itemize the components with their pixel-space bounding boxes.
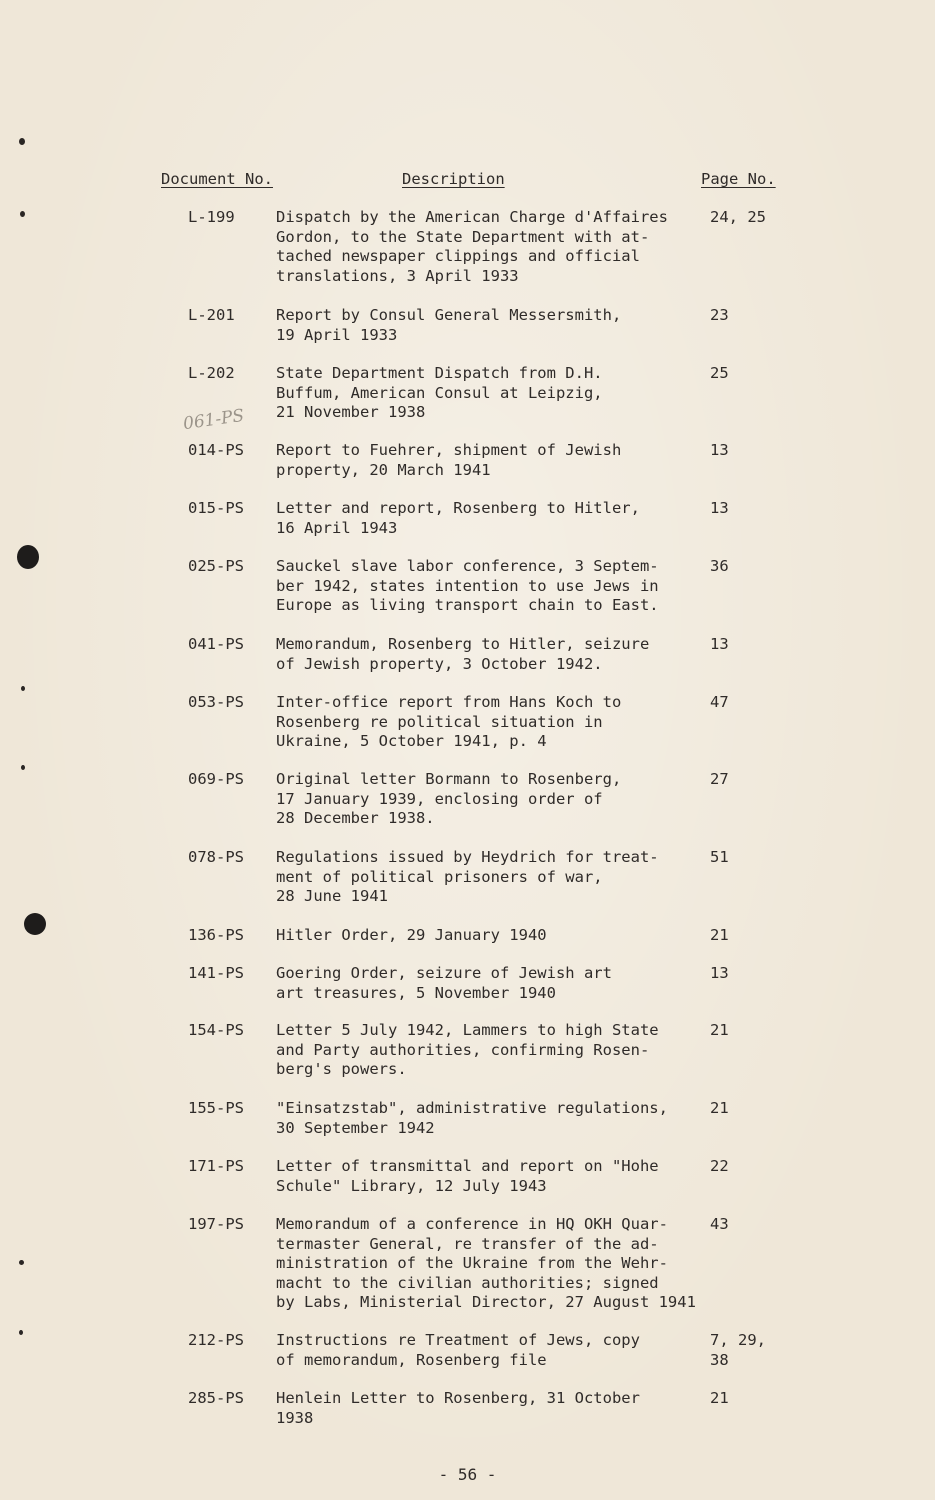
punch-hole-bottom	[24, 913, 46, 935]
document-number: 141-PS	[188, 964, 244, 982]
document-number: 171-PS	[188, 1157, 244, 1175]
document-number: 136-PS	[188, 926, 244, 944]
description-text: Dispatch by the American Charge d'Affaires Gordon, to the State Department with at- tached newspaper clippings and official translations, 3 April 1933	[276, 208, 668, 285]
margin-speck	[19, 1330, 23, 1335]
punch-hole-top	[17, 545, 39, 569]
page-reference: 21	[710, 1021, 729, 1039]
document-number: 078-PS	[188, 848, 244, 866]
document-number: 212-PS	[188, 1331, 244, 1349]
description-text: Report to Fuehrer, shipment of Jewish property, 20 March 1941	[276, 441, 622, 479]
page-reference: 13	[710, 499, 729, 517]
margin-speck	[19, 138, 25, 145]
document-number: 015-PS	[188, 499, 244, 517]
description-text: Report by Consul General Messersmith, 19 April 1933	[276, 306, 622, 344]
page-reference: 22	[710, 1157, 729, 1175]
description-text: Memorandum, Rosenberg to Hitler, seizure of Jewish property, 3 October 1942.	[276, 635, 650, 673]
page-number: - 56 -	[438, 1465, 497, 1484]
document-number: 285-PS	[188, 1389, 244, 1407]
description-text: Regulations issued by Heydrich for treat- ment of political prisoners of war, 28 June 1941	[276, 848, 659, 905]
page-reference: 24, 25	[710, 208, 766, 226]
description-text: Sauckel slave labor conference, 3 Septem- ber 1942, states intention to use Jews in Europe as living transport chain to East.	[276, 557, 659, 614]
document-number: 053-PS	[188, 693, 244, 711]
document-number: L-202	[188, 364, 235, 382]
description-text: State Department Dispatch from D.H. Buffum, American Consul at Leipzig, 21 November 1938	[276, 364, 603, 421]
margin-speck	[20, 211, 25, 217]
margin-speck	[21, 765, 25, 770]
document-number: 154-PS	[188, 1021, 244, 1039]
description-text: Letter of transmittal and report on "Hohe Schule" Library, 12 July 1943	[276, 1157, 659, 1195]
column-header-description: Description	[402, 170, 505, 188]
document-number: 041-PS	[188, 635, 244, 653]
document-number: 025-PS	[188, 557, 244, 575]
page-reference: 21	[710, 926, 729, 944]
page-reference: 47	[710, 693, 729, 711]
description-text: Henlein Letter to Rosenberg, 31 October 1938	[276, 1389, 640, 1427]
page-reference: 36	[710, 557, 729, 575]
page-reference: 21	[710, 1099, 729, 1117]
page-reference: 51	[710, 848, 729, 866]
page-reference: 27	[710, 770, 729, 788]
page-reference: 13	[710, 441, 729, 459]
description-text: Letter 5 July 1942, Lammers to high State and Party authorities, confirming Rosen- berg's powers.	[276, 1021, 659, 1078]
document-number: 197-PS	[188, 1215, 244, 1233]
page-reference: 7, 29, 38	[710, 1331, 766, 1369]
page-reference: 21	[710, 1389, 729, 1407]
document-number: 155-PS	[188, 1099, 244, 1117]
description-text: Goering Order, seizure of Jewish art art treasures, 5 November 1940	[276, 964, 612, 1002]
description-text: Instructions re Treatment of Jews, copy of memorandum, Rosenberg file	[276, 1331, 640, 1369]
document-number: L-201	[188, 306, 235, 324]
page-reference: 23	[710, 306, 729, 324]
page-reference: 25	[710, 364, 729, 382]
page-reference: 13	[710, 635, 729, 653]
description-text: Original letter Bormann to Rosenberg, 17 January 1939, enclosing order of 28 December 1938.	[276, 770, 622, 827]
column-header-page-no: Page No.	[701, 170, 776, 188]
handwritten-annotation: 061-PS	[181, 405, 246, 435]
description-text: Hitler Order, 29 January 1940	[276, 926, 547, 944]
description-text: Inter-office report from Hans Koch to Rosenberg re political situation in Ukraine, 5 October 1941, p. 4	[276, 693, 622, 750]
description-text: "Einsatzstab", administrative regulations, 30 September 1942	[276, 1099, 668, 1137]
description-text: Letter and report, Rosenberg to Hitler, 16 April 1943	[276, 499, 640, 537]
document-number: 069-PS	[188, 770, 244, 788]
document-number: 014-PS	[188, 441, 244, 459]
document-number: L-199	[188, 208, 235, 226]
column-header-document-no: Document No.	[161, 170, 273, 188]
margin-speck	[19, 1260, 24, 1265]
margin-speck	[21, 686, 25, 691]
page-reference: 43	[710, 1215, 729, 1233]
description-text: Memorandum of a conference in HQ OKH Quar- termaster General, re transfer of the ad- ministration of the Ukraine from the Wehr- macht to the civilian authorities; signed by Labs, Ministerial Director, 27 August 1941	[276, 1215, 696, 1311]
page-reference: 13	[710, 964, 729, 982]
